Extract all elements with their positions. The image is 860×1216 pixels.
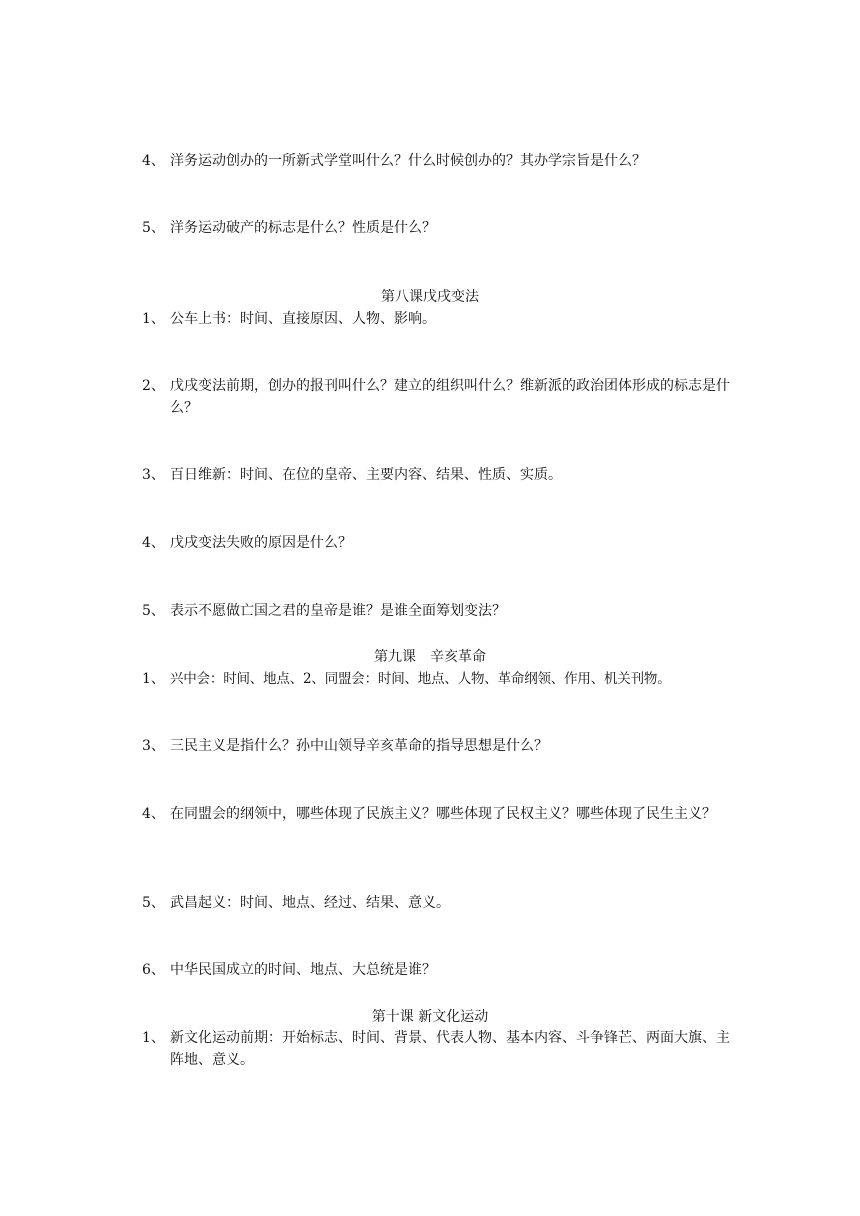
question-item	[142, 1027, 742, 1071]
question-text: 新文化运动前期：开始标志、时间、背景、代表人物、基本内容、斗争锋芒、两面大旗、主阵地、意义。	[170, 1030, 730, 1068]
question-text: 中华民国成立的时间、地点、大总统是谁？	[170, 962, 436, 978]
question-text: 表示不愿做亡国之君的皇帝是谁？是谁全面筹划变法？	[170, 603, 506, 619]
question-text: 三民主义是指什么？孙中山领导辛亥革命的指导思想是什么？	[170, 738, 548, 754]
question-item	[142, 464, 742, 486]
question-number: 4、	[142, 806, 165, 822]
question-number: 5、	[142, 220, 165, 236]
question-number: 1、	[142, 311, 165, 327]
question-text: 在同盟会的纲领中，哪些体现了民族主义？哪些体现了民权主义？哪些体现了民生主义？	[170, 806, 716, 822]
question-item	[142, 308, 742, 330]
question-number: 1、	[142, 1030, 165, 1046]
question-number: 3、	[142, 467, 165, 483]
question-number: 3、	[142, 738, 165, 754]
question-item	[142, 600, 742, 622]
question-text: 兴中会：时间、地点、2、同盟会：时间、地点、人物、革命纲领、作用、机关刊物。	[170, 671, 671, 687]
question-item	[142, 803, 742, 825]
question-item	[142, 668, 742, 690]
question-item	[142, 217, 742, 239]
question-number: 5、	[142, 603, 165, 619]
question-number: 1、	[142, 671, 165, 687]
question-text: 洋务运动创办的一所新式学堂叫什么？什么时候创办的？其办学宗旨是什么？	[170, 153, 646, 169]
question-text: 百日维新：时间、在位的皇帝、主要内容、结果、性质、实质。	[170, 467, 562, 483]
question-number: 2、	[142, 378, 165, 394]
lesson-8-title: 第八课戊戌变法	[381, 289, 479, 305]
question-text: 戊戌变法前期，创办的报刊叫什么？建立的组织叫什么？维新派的政治团体形成的标志是什么？	[170, 378, 730, 416]
question-number: 5、	[142, 895, 165, 911]
question-item	[142, 375, 742, 419]
question-item	[142, 150, 742, 172]
question-text: 戊戌变法失败的原因是什么？	[170, 535, 352, 551]
question-number: 6、	[142, 962, 165, 978]
question-item	[142, 959, 742, 981]
question-number: 4、	[142, 535, 165, 551]
question-item	[142, 735, 742, 757]
question-text: 公车上书：时间、直接原因、人物、影响。	[170, 311, 436, 327]
lesson-10-title: 第十课 新文化运动	[371, 1009, 489, 1025]
question-item	[142, 532, 742, 554]
question-item	[142, 892, 742, 914]
question-number: 4、	[142, 153, 165, 169]
question-text: 武昌起义：时间、地点、经过、结果、意义。	[170, 895, 450, 911]
question-text: 洋务运动破产的标志是什么？性质是什么？	[170, 220, 436, 236]
lesson-9-title: 第九课 辛亥革命	[374, 649, 486, 665]
